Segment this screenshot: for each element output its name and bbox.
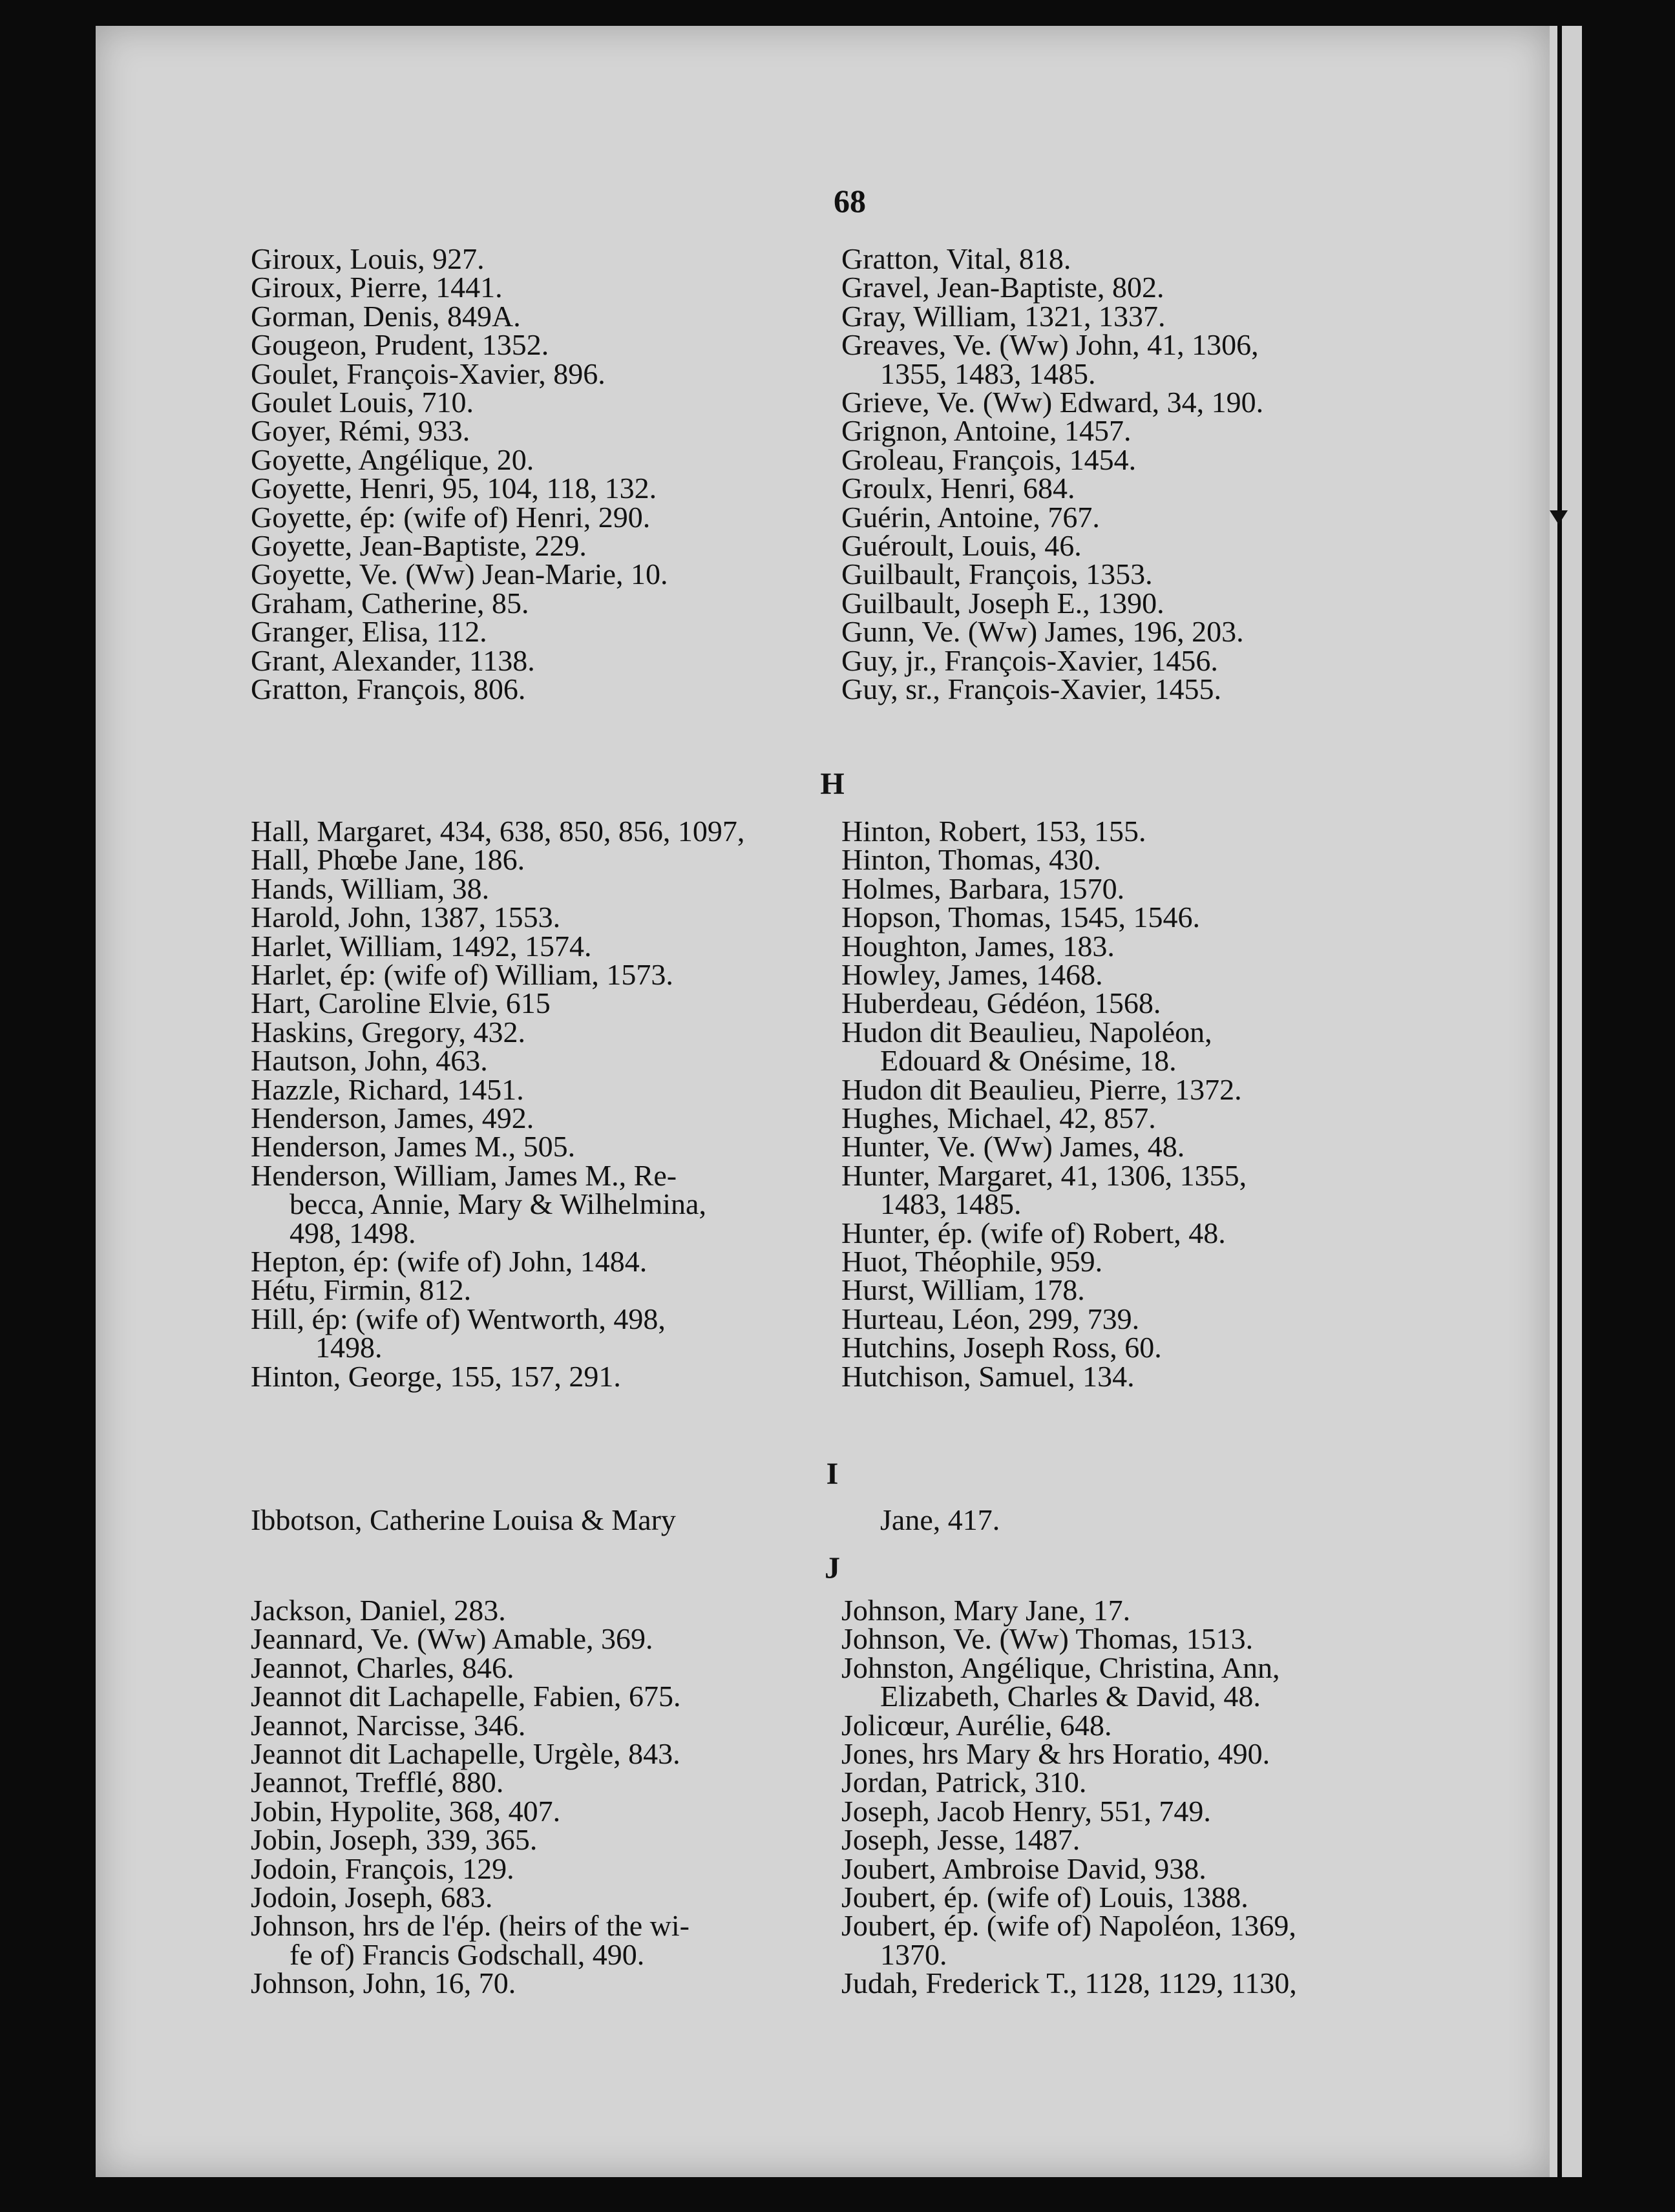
index-entry: Hinton, George, 155, 157, 291. — [251, 1359, 621, 1393]
index-entry-continuation: fe of) Francis Godschall, 490. — [290, 1937, 645, 1971]
index-entry: Greaves, Ve. (Ww) John, 41, 1306, — [841, 328, 1259, 362]
index-entry: Hétu, Firmin, 812. — [251, 1273, 472, 1307]
index-entry: Jeannot, Trefflé, 880. — [251, 1766, 504, 1799]
index-entry: Goulet Louis, 710. — [251, 386, 474, 419]
index-entry: Johnston, Angélique, Christina, Ann, — [841, 1651, 1280, 1684]
index-entry-continuation: 1483, 1485. — [880, 1187, 1022, 1221]
index-entry: Hunter, ép. (wife of) Robert, 48. — [841, 1216, 1226, 1249]
page-number: 68 — [834, 183, 866, 219]
index-entry: Hart, Caroline Elvie, 615 — [251, 986, 551, 1020]
index-entry-continuation: Elizabeth, Charles & David, 48. — [880, 1680, 1261, 1713]
index-entry-continuation: becca, Annie, Mary & Wilhelmina, — [290, 1187, 706, 1221]
index-entry: Hands, William, 38. — [251, 871, 490, 905]
index-entry: Joseph, Jacob Henry, 551, 749. — [841, 1794, 1211, 1828]
index-entry: Harold, John, 1387, 1553. — [251, 901, 561, 934]
index-entry: Graham, Catherine, 85. — [251, 586, 529, 620]
index-entry: Groleau, François, 1454. — [841, 443, 1137, 476]
spine-line — [1557, 26, 1562, 2177]
index-entry: Jordan, Patrick, 310. — [841, 1766, 1087, 1799]
index-entry: Goyette, Jean-Baptiste, 229. — [251, 529, 587, 562]
index-entry: Gunn, Ve. (Ww) James, 196, 203. — [841, 615, 1244, 649]
index-entry-continuation: 1498. — [315, 1331, 383, 1364]
index-entry: Jeannot, Charles, 846. — [251, 1651, 514, 1684]
index-entry: Guérin, Antoine, 767. — [841, 500, 1100, 534]
index-entry: Groulx, Henri, 684. — [841, 472, 1075, 505]
index-entry: Haskins, Gregory, 432. — [251, 1015, 526, 1049]
index-entry: Joubert, ép. (wife of) Louis, 1388. — [841, 1881, 1248, 1914]
index-entry: Jodoin, Joseph, 683. — [251, 1881, 493, 1914]
index-entry: Hall, Margaret, 434, 638, 850, 856, 1097, — [251, 815, 745, 848]
index-entry: Grignon, Antoine, 1457. — [841, 414, 1132, 448]
section-heading-h: H — [820, 767, 845, 801]
index-entry: Jodoin, François, 129. — [251, 1852, 514, 1885]
index-entry: Grieve, Ve. (Ww) Edward, 34, 190. — [841, 386, 1264, 419]
index-entry: Grant, Alexander, 1138. — [251, 643, 535, 677]
section-heading-i: I — [826, 1457, 839, 1491]
index-entry: Joseph, Jesse, 1487. — [841, 1823, 1080, 1857]
index-entry: Jeannot dit Lachapelle, Fabien, 675. — [251, 1680, 681, 1713]
index-entry-continuation: 1355, 1483, 1485. — [880, 357, 1096, 390]
index-entry: Goyer, Rémi, 933. — [251, 414, 470, 448]
index-entry: Jeannot dit Lachapelle, Urgèle, 843. — [251, 1737, 680, 1770]
index-entry: Goulet, François-Xavier, 896. — [251, 357, 606, 390]
index-entry: Hinton, Robert, 153, 155. — [841, 815, 1146, 848]
index-entry: Hudon dit Beaulieu, Napoléon, — [841, 1015, 1212, 1049]
index-entry: Guilbault, François, 1353. — [841, 558, 1153, 591]
index-entry: Hill, ép: (wife of) Wentworth, 498, — [251, 1302, 666, 1335]
index-entry-continuation: 1370. — [880, 1937, 947, 1971]
index-entry: Joubert, ép. (wife of) Napoléon, 1369, — [841, 1909, 1296, 1943]
index-entry: Holmes, Barbara, 1570. — [841, 871, 1125, 905]
page-edge — [1550, 26, 1582, 2177]
index-entry: Howley, James, 1468. — [841, 958, 1103, 991]
index-entry: Harlet, ép: (wife of) William, 1573. — [251, 958, 673, 991]
index-entry: Giroux, Pierre, 1441. — [251, 271, 503, 304]
index-entry: Ibbotson, Catherine Louisa & Mary — [251, 1503, 676, 1536]
index-entry: Harlet, William, 1492, 1574. — [251, 929, 592, 963]
index-entry: Jones, hrs Mary & hrs Horatio, 490. — [841, 1737, 1270, 1770]
index-entry: Huot, Théophile, 959. — [841, 1245, 1103, 1278]
index-entry: Huberdeau, Gédéon, 1568. — [841, 986, 1161, 1020]
index-entry: Hunter, Ve. (Ww) James, 48. — [841, 1130, 1185, 1163]
index-entry: Judah, Frederick T., 1128, 1129, 1130, — [841, 1967, 1297, 2000]
index-entry: Jane, 417. — [880, 1503, 1000, 1536]
index-entry: Hazzle, Richard, 1451. — [251, 1072, 524, 1106]
index-entry: Jeannard, Ve. (Ww) Amable, 369. — [251, 1622, 653, 1656]
index-entry: Jobin, Hypolite, 368, 407. — [251, 1794, 561, 1828]
section-heading-j: J — [825, 1551, 840, 1585]
index-entry: Jobin, Joseph, 339, 365. — [251, 1823, 538, 1857]
index-entry: Joubert, Ambroise David, 938. — [841, 1852, 1206, 1885]
index-entry: Henderson, William, James M., Re- — [251, 1158, 677, 1192]
index-entry: Hughes, Michael, 42, 857. — [841, 1101, 1156, 1134]
index-entry: Johnson, hrs de l'ép. (heirs of the wi- — [251, 1909, 690, 1943]
index-entry: Hall, Phœbe Jane, 186. — [251, 843, 525, 877]
index-entry: Gratton, Vital, 818. — [841, 242, 1071, 275]
index-entry: Giroux, Louis, 927. — [251, 242, 485, 275]
index-entry: Hunter, Margaret, 41, 1306, 1355, — [841, 1158, 1247, 1192]
index-entry: Gratton, François, 806. — [251, 673, 526, 705]
index-entry: Goyette, ép: (wife of) Henri, 290. — [251, 500, 651, 534]
index-entry: Hautson, John, 463. — [251, 1044, 488, 1078]
index-entry: Jolicœur, Aurélie, 648. — [841, 1708, 1112, 1742]
index-entry: Gravel, Jean-Baptiste, 802. — [841, 271, 1164, 304]
index-entry: Hutchins, Joseph Ross, 60. — [841, 1331, 1162, 1364]
index-entry: Hinton, Thomas, 430. — [841, 843, 1101, 877]
index-entry: Hurteau, Léon, 299, 739. — [841, 1302, 1140, 1335]
index-entry: Houghton, James, 183. — [841, 929, 1115, 963]
index-entry: Hurst, William, 178. — [841, 1273, 1085, 1307]
index-entry: Gorman, Denis, 849A. — [251, 299, 521, 333]
index-entry: Jeannot, Narcisse, 346. — [251, 1708, 526, 1742]
index-entry: Guy, sr., François-Xavier, 1455. — [841, 673, 1221, 705]
index-entry: Gray, William, 1321, 1337. — [841, 299, 1166, 333]
index-entry: Henderson, James, 492. — [251, 1101, 534, 1134]
index-entry: Henderson, James M., 505. — [251, 1130, 576, 1163]
margin-marker-icon — [1550, 510, 1568, 525]
index-entry: Johnson, Mary Jane, 17. — [841, 1594, 1131, 1627]
index-entry: Johnson, Ve. (Ww) Thomas, 1513. — [841, 1622, 1254, 1656]
index-entry: Goyette, Henri, 95, 104, 118, 132. — [251, 472, 657, 505]
index-entry: Johnson, John, 16, 70. — [251, 1967, 516, 2000]
index-entry-continuation: Edouard & Onésime, 18. — [880, 1044, 1177, 1078]
index-entry: Hopson, Thomas, 1545, 1546. — [841, 901, 1200, 934]
index-entry: Gougeon, Prudent, 1352. — [251, 328, 549, 362]
index-entry: Granger, Elisa, 112. — [251, 615, 487, 649]
index-entry: Goyette, Ve. (Ww) Jean-Marie, 10. — [251, 558, 668, 591]
index-entry: Hepton, ép: (wife of) John, 1484. — [251, 1245, 648, 1278]
index-entry: Hudon dit Beaulieu, Pierre, 1372. — [841, 1072, 1242, 1106]
index-entry: Goyette, Angélique, 20. — [251, 443, 534, 476]
index-entry: Guy, jr., François-Xavier, 1456. — [841, 643, 1218, 677]
index-entry: Hutchison, Samuel, 134. — [841, 1359, 1135, 1393]
index-entry: Jackson, Daniel, 283. — [251, 1594, 506, 1627]
index-entry: Guilbault, Joseph E., 1390. — [841, 586, 1164, 620]
index-entry: Guéroult, Louis, 46. — [841, 529, 1082, 562]
index-entry-continuation: 498, 1498. — [290, 1216, 416, 1249]
